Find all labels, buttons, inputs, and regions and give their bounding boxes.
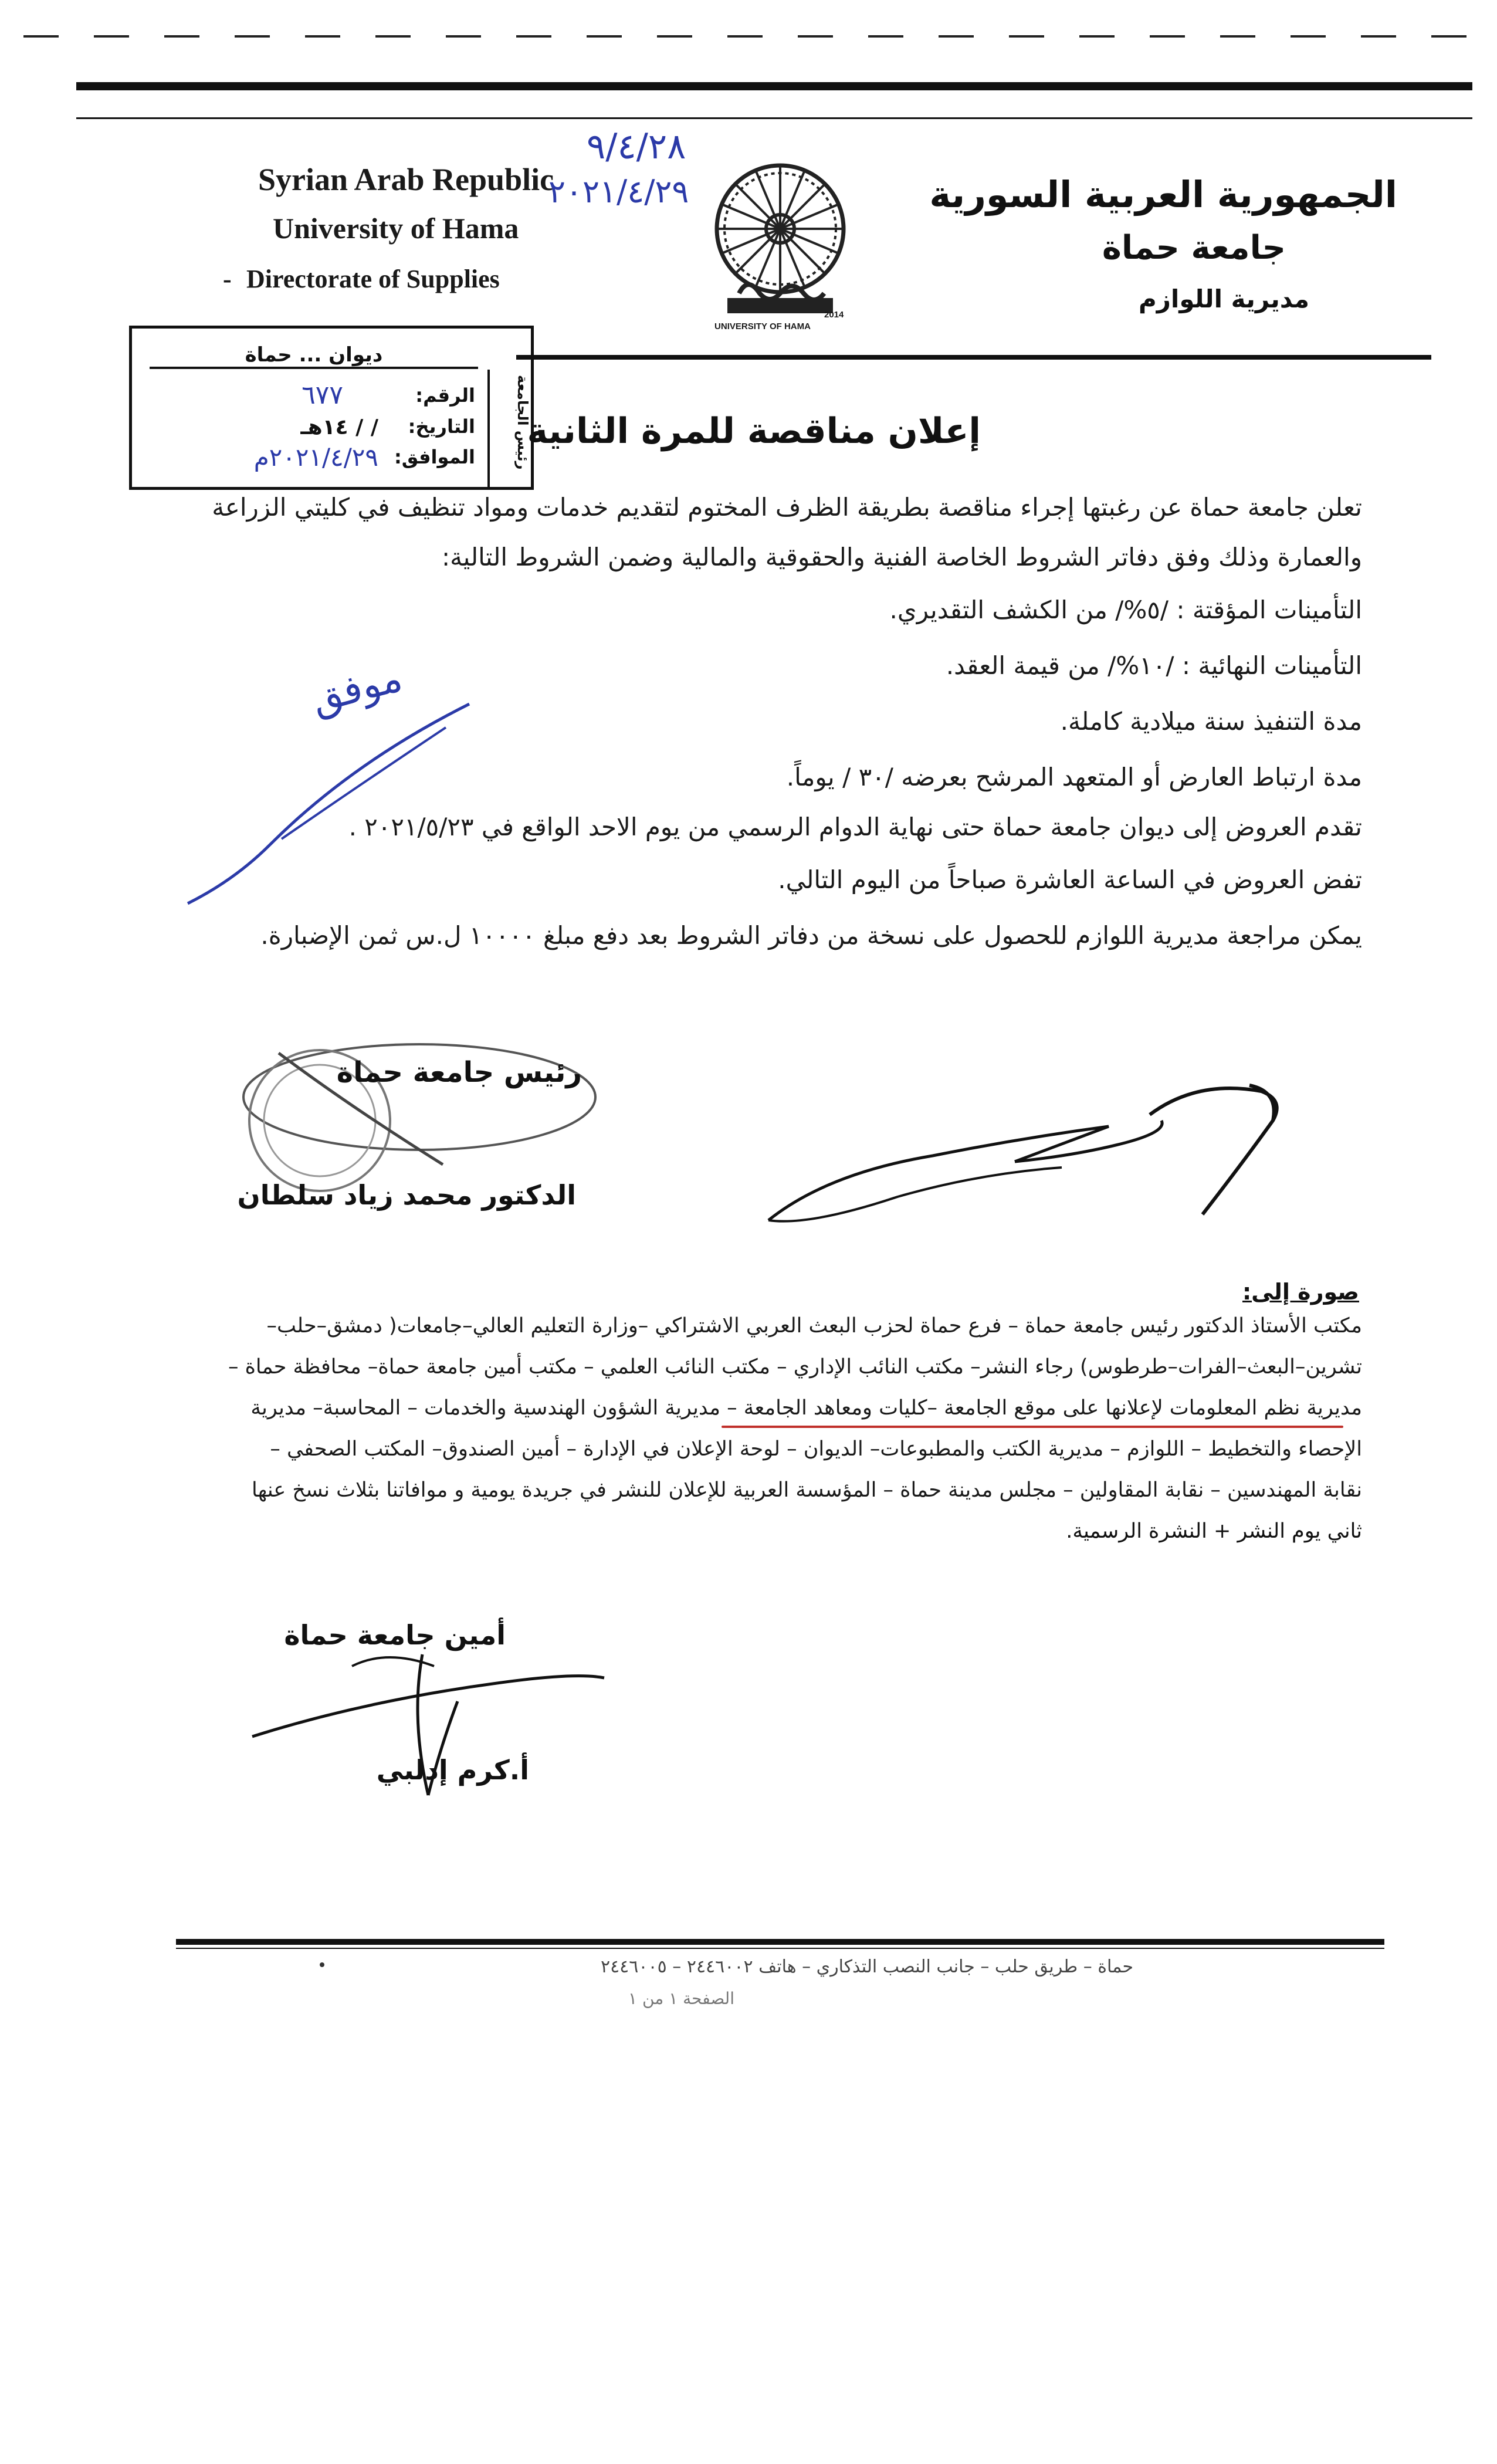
copies-line-2: تشرين–البعث–الفرات–طرطوس) رجاء النشر– مكتب النائب الإداري – مكتب النائب العلمي – مكتب أمين جامعة حماة– محافظة حماة – [228,1355,1362,1379]
margin-approval-stroke [164,692,493,915]
handwritten-ref-number: ٩/٤/٢٨ [587,126,686,167]
body-line-7: تقدم العروض إلى ديوان جامعة حماة حتى نهاية الدوام الرسمي من يوم الاحد الواقع في ٢٠٢١/٥/٢٣ . [348,813,1362,841]
secretary-name: أ.كرم إدلبي [376,1754,529,1786]
footer-rule-thick [176,1939,1384,1945]
logo-caption: UNIVERSITY OF HAMA [714,321,811,331]
body-line-1: تعلن جامعة حماة عن رغبتها إجراء مناقصة بطريقة الظرف المختوم لتقديم خدمات ومواد تنظيف في كليتي الزراعة [212,493,1362,522]
president-name: الدكتور محمد زياد سلطان [237,1179,576,1211]
header-ar-directorate: مديرية اللوازم [1138,285,1309,313]
copies-heading: صورة إلى: [1242,1279,1359,1305]
copies-red-underline [722,1426,1343,1428]
stamp-corresponding-label: الموافق: [394,446,475,468]
stamp-number-value: ٦٧٧ [302,380,343,410]
president-signature-scribble [757,1103,1179,1255]
body-line-8: تفض العروض في الساعة العاشرة صباحاً من اليوم التالي. [778,865,1362,894]
announcement-title: إعلان مناقصة للمرة الثانية [527,411,981,452]
header-rule [516,355,1431,360]
body-line-4: التأمينات النهائية : /١٠%/ من قيمة العقد. [946,651,1362,680]
secretary-signature-scribble [246,1631,610,1819]
scan-top-thick-rule [76,82,1472,90]
body-line-6: مدة ارتباط العارض أو المتعهد المرشح بعرضه /٣٠ / يوماً. [786,763,1362,791]
stamp-date-label: التاريخ: [408,415,475,438]
scan-top-dash-line [23,35,1478,38]
header-en-university: University of Hama [273,212,519,245]
secretary-role: أمين جامعة حماة [284,1619,506,1651]
body-line-2: والعمارة وذلك وفق دفاتر الشروط الخاصة الفنية والحقوقية والمالية وضمن الشروط التالية: [442,543,1362,571]
copies-line-5: نقابة المهندسين – نقابة المقاولين – مجلس مدينة حماة – المؤسسة العربية للإعلان للنشر في جريدة يومية و موافاتنا بثلاث نسخ عنها [252,1478,1362,1502]
scan-top-thin-rule [76,117,1472,119]
header-en-directorate: Directorate of Supplies [246,265,500,293]
president-seal [232,1018,607,1206]
body-line-5: مدة التنفيذ سنة ميلادية كاملة. [1060,707,1362,736]
header-en-country: Syrian Arab Republic [258,162,554,197]
margin-approval-note: موفق [306,655,407,722]
registry-stamp [129,326,534,490]
footer-address: حماة – طريق حلب – جانب النصب التذكاري – هاتف ٢٤٤٦٠٠٢ – ٢٤٤٦٠٠٥ [600,1957,1133,1977]
body-line-3: التأمينات المؤقتة : /٥%/ من الكشف التقديري. [889,595,1362,624]
stamp-number-label: الرقم: [415,384,475,407]
body-line-9: يمكن مراجعة مديرية اللوازم للحصول على نسخة من دفاتر الشروط بعد دفع مبلغ ١٠٠٠٠ ل.س ثمن الإضبارة. [260,921,1362,950]
copies-line-1: مكتب الأستاذ الدكتور رئيس جامعة حماة – فرع حماة لحزب البعث العربي الاشتراكي –وزارة التعليم العالي–جامعات( دمشق–حلب– [266,1314,1362,1338]
logo-year: 2014 [824,310,844,320]
footer-rule-thin [176,1948,1384,1949]
initials-signature [1126,1068,1302,1238]
copies-line-3: مديرية نظم المعلومات لإعلانها على موقع الجامعة –كليات ومعاهد الجامعة – مديرية الشؤون الهندسية والخدمات – المحاسبة– مديرية [250,1396,1362,1420]
stamp-date-hijri: / / ١٤هـ [300,415,378,439]
footer-dot [320,1962,324,1967]
stamp-side-label: رئيس الجامعة [514,375,531,470]
handwritten-ref-date: ٢٠٢١/٤/٢٩ [548,173,689,210]
copies-line-6: ثاني يوم النشر + النشرة الرسمية. [1066,1519,1362,1543]
header-ar-university: جامعة حماة [1102,229,1286,267]
university-logo [704,158,856,340]
header-en-bullet: - [223,265,232,293]
header-ar-country: الجمهورية العربية السورية [929,173,1397,216]
stamp-title: ديوان ... حماة [150,343,478,369]
president-role: رئيس جامعة حماة [336,1056,582,1089]
footer-page-number: الصفحة ١ من ١ [628,1989,734,2008]
stamp-date-gregorian: ٢٠٢١/٤/٢٩م [253,443,378,472]
copies-line-4: الإحصاء والتخطيط – اللوازم – مديرية الكتب والمطبوعات– الديوان – لوحة الإعلان في الإدارة – أمين الصندوق– المكتب الصحفي – [270,1437,1362,1461]
